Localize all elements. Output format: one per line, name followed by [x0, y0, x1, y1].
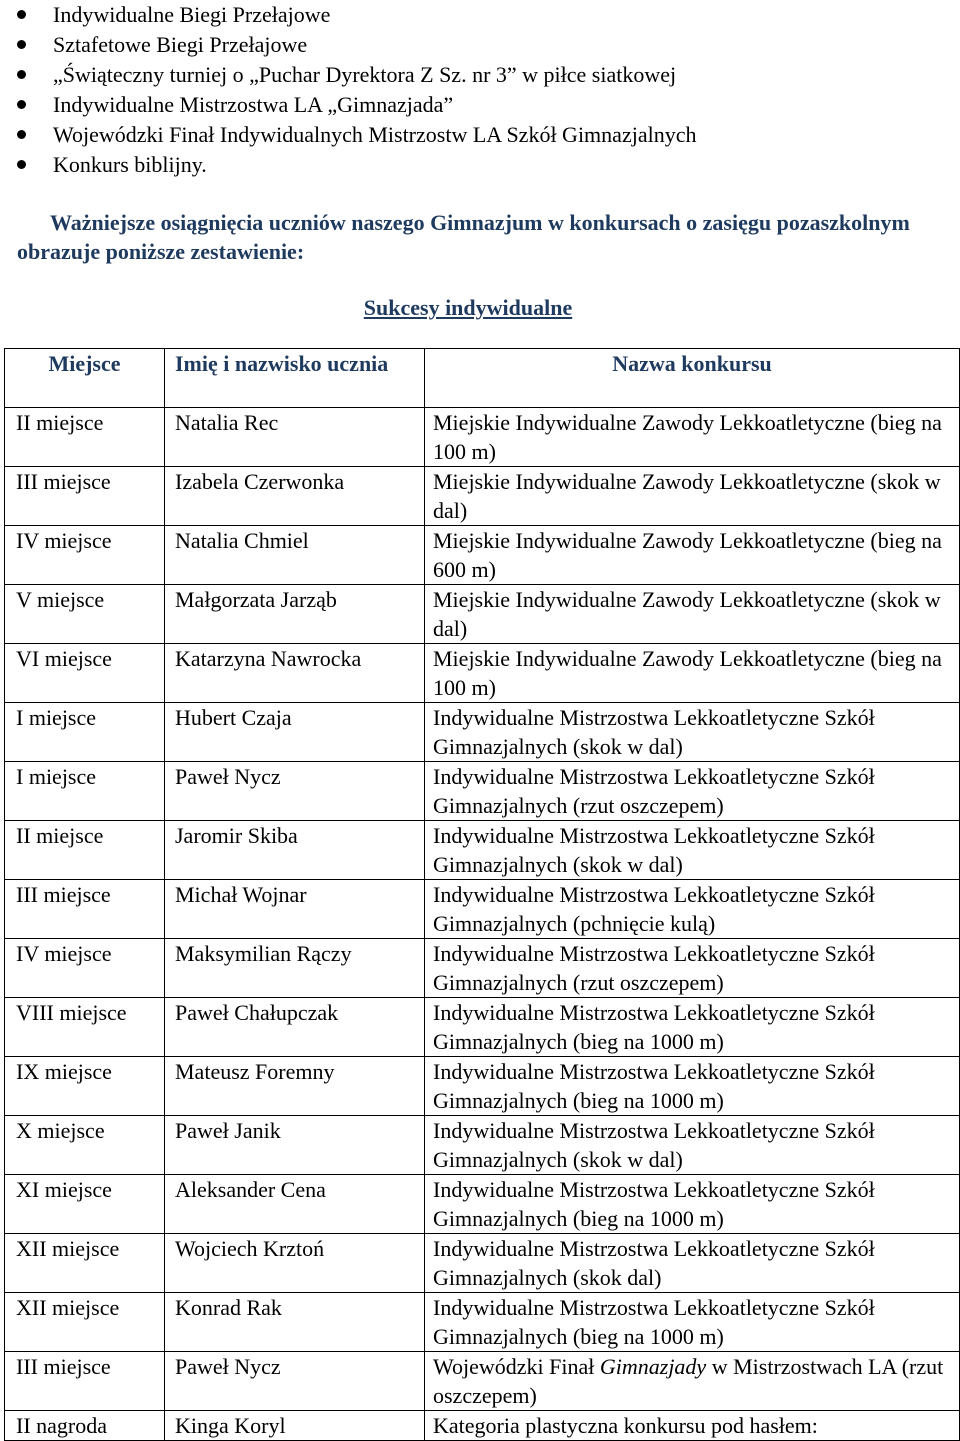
table-row — [5, 408, 960, 467]
bullet-item: Sztafetowe Biegi Przełajowe — [0, 30, 940, 60]
table-row — [5, 880, 960, 939]
table-row — [5, 703, 960, 762]
cell-competition: Miejskie Indywidualne Zawody Lekkoatletyczne (skok w dal) — [425, 467, 960, 526]
bullet-item: „Świąteczny turniej o „Puchar Dyrektora Z Sz. nr 3” w piłce siatkowej — [0, 60, 940, 90]
cell-place: II miejsce — [5, 408, 165, 467]
cell-place: V miejsce — [5, 585, 165, 644]
cell-place: VIII miejsce — [5, 998, 165, 1057]
cell-place: II nagroda — [5, 1411, 165, 1441]
cell-place: VI miejsce — [5, 644, 165, 703]
bullet-icon — [17, 130, 26, 139]
cell-competition: Indywidualne Mistrzostwa Lekkoatletyczne Szkół Gimnazjalnych (skok w dal) — [425, 1116, 960, 1175]
cell-place: II miejsce — [5, 821, 165, 880]
cell-name: Małgorzata Jarząb — [165, 585, 425, 644]
header-competition: Nazwa konkursu — [425, 349, 960, 408]
cell-place: III miejsce — [5, 880, 165, 939]
cell-competition: Miejskie Indywidualne Zawody Lekkoatletyczne (skok w dal) — [425, 585, 960, 644]
intro-paragraph: Ważniejsze osiągnięcia uczniów naszego Gimnazjum w konkursach o zasięgu pozaszkolnym obrazuje poniższe zestawienie: — [17, 210, 910, 264]
cell-competition: Indywidualne Mistrzostwa Lekkoatletyczne Szkół Gimnazjalnych (bieg na 1000 m) — [425, 1057, 960, 1116]
cell-name: Hubert Czaja — [165, 703, 425, 762]
cell-competition: Indywidualne Mistrzostwa Lekkoatletyczne Szkół Gimnazjalnych (pchnięcie kulą) — [425, 880, 960, 939]
cell-name: Maksymilian Rączy — [165, 939, 425, 998]
table-row — [5, 1352, 960, 1411]
cell-competition: Indywidualne Mistrzostwa Lekkoatletyczne Szkół Gimnazjalnych (bieg na 1000 m) — [425, 1175, 960, 1234]
cell-name: Kinga Koryl — [165, 1411, 425, 1441]
cell-competition: Indywidualne Mistrzostwa Lekkoatletyczne Szkół Gimnazjalnych (skok dal) — [425, 1234, 960, 1293]
cell-name: Wojciech Krztoń — [165, 1234, 425, 1293]
cell-competition: Indywidualne Mistrzostwa Lekkoatletyczne Szkół Gimnazjalnych (skok w dal) — [425, 821, 960, 880]
table-row — [5, 998, 960, 1057]
table-row — [5, 1234, 960, 1293]
table-row — [5, 585, 960, 644]
cell-competition: Indywidualne Mistrzostwa Lekkoatletyczne Szkół Gimnazjalnych (rzut oszczepem) — [425, 762, 960, 821]
cell-place: XII miejsce — [5, 1234, 165, 1293]
table-row — [5, 1411, 960, 1441]
cell-place: XI miejsce — [5, 1175, 165, 1234]
table-row — [5, 1057, 960, 1116]
cell-name: Paweł Janik — [165, 1116, 425, 1175]
cell-competition: Miejskie Indywidualne Zawody Lekkoatletyczne (bieg na 100 m) — [425, 644, 960, 703]
cell-place: X miejsce — [5, 1116, 165, 1175]
cell-competition: Wojewódzki Finał Gimnazjady w Mistrzostwach LA (rzut oszczepem) — [425, 1352, 960, 1411]
bullet-icon — [17, 160, 26, 169]
cell-name: Katarzyna Nawrocka — [165, 644, 425, 703]
cell-name: Natalia Rec — [165, 408, 425, 467]
table-row — [5, 526, 960, 585]
bullet-icon — [17, 10, 26, 19]
cell-name: Izabela Czerwonka — [165, 467, 425, 526]
cell-name: Paweł Nycz — [165, 1352, 425, 1411]
cell-place: IV miejsce — [5, 939, 165, 998]
cell-competition: Indywidualne Mistrzostwa Lekkoatletyczne Szkół Gimnazjalnych (bieg na 1000 m) — [425, 998, 960, 1057]
section-title: Sukcesy indywidualne — [363, 295, 573, 320]
table-row — [5, 644, 960, 703]
table-row — [5, 1293, 960, 1352]
cell-place: I miejsce — [5, 762, 165, 821]
header-name: Imię i nazwisko ucznia — [165, 349, 425, 408]
cell-competition: Indywidualne Mistrzostwa Lekkoatletyczne Szkół Gimnazjalnych (skok w dal) — [425, 703, 960, 762]
table-row — [5, 1116, 960, 1175]
bullet-item: Wojewódzki Finał Indywidualnych Mistrzostw LA Szkół Gimnazjalnych — [0, 120, 940, 150]
cell-name: Aleksander Cena — [165, 1175, 425, 1234]
header-place: Miejsce — [5, 349, 165, 408]
bullet-item: Indywidualne Biegi Przełajowe — [0, 0, 940, 30]
cell-competition: Miejskie Indywidualne Zawody Lekkoatletyczne (bieg na 100 m) — [425, 408, 960, 467]
bullet-icon — [17, 40, 26, 49]
cell-place: III miejsce — [5, 1352, 165, 1411]
cell-name: Paweł Nycz — [165, 762, 425, 821]
bullet-item: Indywidualne Mistrzostwa LA „Gimnazjada” — [0, 90, 940, 120]
cell-name: Natalia Chmiel — [165, 526, 425, 585]
cell-place: IV miejsce — [5, 526, 165, 585]
table-row — [5, 939, 960, 998]
cell-competition: Indywidualne Mistrzostwa Lekkoatletyczne Szkół Gimnazjalnych (bieg na 1000 m) — [425, 1293, 960, 1352]
cell-competition: Indywidualne Mistrzostwa Lekkoatletyczne Szkół Gimnazjalnych (rzut oszczepem) — [425, 939, 960, 998]
table-row — [5, 467, 960, 526]
cell-place: III miejsce — [5, 467, 165, 526]
bullet-icon — [17, 70, 26, 79]
table-row — [5, 762, 960, 821]
cell-place: XII miejsce — [5, 1293, 165, 1352]
cell-name: Jaromir Skiba — [165, 821, 425, 880]
cell-competition: Miejskie Indywidualne Zawody Lekkoatletyczne (bieg na 600 m) — [425, 526, 960, 585]
cell-name: Michał Wojnar — [165, 880, 425, 939]
cell-name: Konrad Rak — [165, 1293, 425, 1352]
cell-name: Mateusz Foremny — [165, 1057, 425, 1116]
table-row — [5, 821, 960, 880]
cell-name: Paweł Chałupczak — [165, 998, 425, 1057]
results-table — [4, 348, 960, 1441]
table-header-row — [5, 349, 960, 408]
cell-place: IX miejsce — [5, 1057, 165, 1116]
cell-place: I miejsce — [5, 703, 165, 762]
table-row — [5, 1175, 960, 1234]
achievements-bullet-list — [0, 0, 940, 180]
bullet-icon — [17, 100, 26, 109]
cell-competition: Kategoria plastyczna konkursu pod hasłem: — [425, 1411, 960, 1441]
bullet-item: Konkurs biblijny. — [0, 150, 940, 180]
